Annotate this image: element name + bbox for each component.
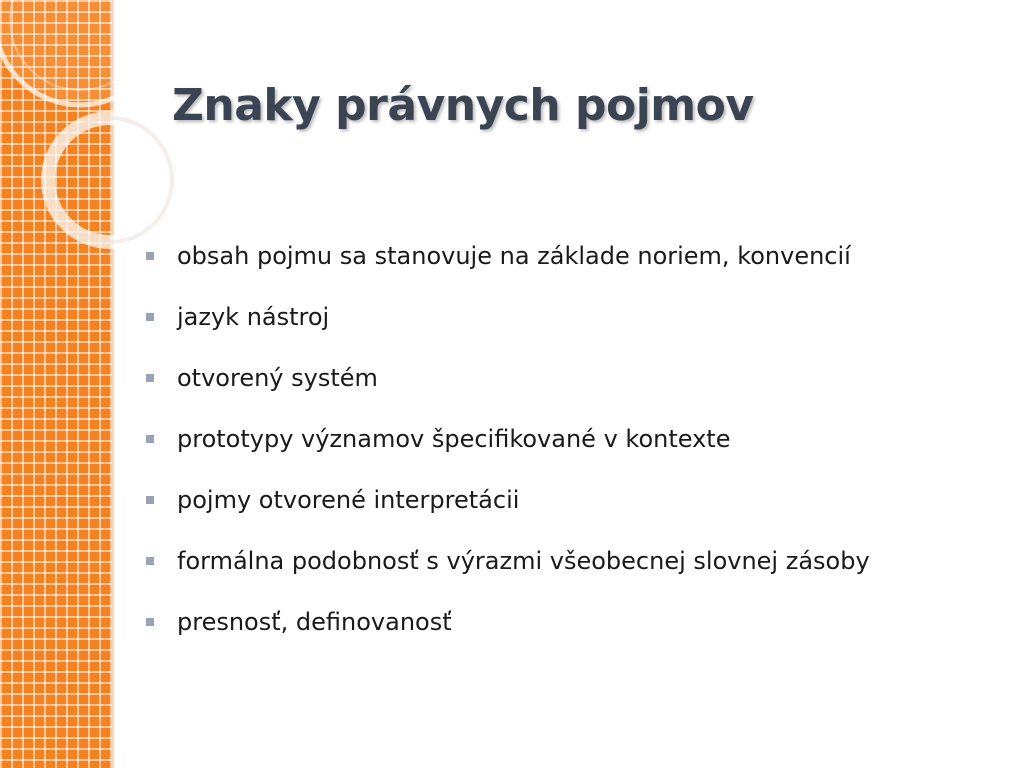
bullet-item (146, 297, 870, 358)
bullet-text: jazyk nástroj (177, 303, 330, 331)
square-bullet-icon (146, 435, 154, 443)
bullet-item (146, 358, 870, 419)
slide-title: Znaky právnych pojmov (172, 80, 754, 131)
square-bullet-icon (146, 557, 154, 565)
bullet-item (146, 541, 870, 602)
bullet-text: pojmy otvorené interpretácii (177, 486, 520, 514)
bullet-item (146, 236, 870, 297)
bullet-text: otvorený systém (177, 364, 378, 392)
square-bullet-icon (146, 618, 154, 626)
bullet-item (146, 480, 870, 541)
bullet-text: formálna podobnosť s výrazmi všeobecnej slovnej zásoby (177, 547, 870, 575)
bullet-item (146, 419, 870, 480)
square-bullet-icon (146, 374, 154, 382)
bullet-text: presnosť, definovanosť (177, 608, 452, 636)
square-bullet-icon (146, 313, 154, 321)
bullet-item (146, 602, 870, 663)
square-bullet-icon (146, 252, 154, 260)
bullet-list (146, 236, 870, 663)
bullet-text: prototypy významov špecifikované v kontexte (177, 425, 731, 453)
bullet-text: obsah pojmu sa stanovuje na základe noriem, konvencií (177, 242, 851, 270)
square-bullet-icon (146, 496, 154, 504)
small-decorative-ring-highlight (48, 118, 172, 242)
